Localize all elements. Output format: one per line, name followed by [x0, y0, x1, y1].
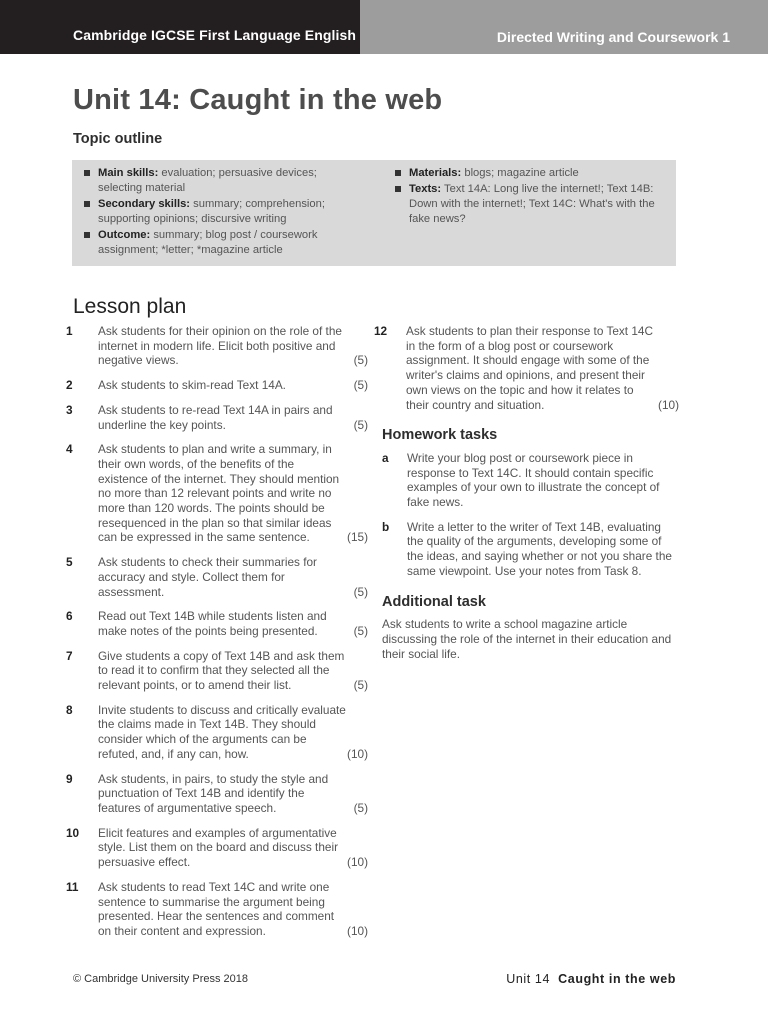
outline-label: Texts: — [409, 183, 442, 195]
step-text: Read out Text 14B while students listen and make notes of the points being presented. — [98, 609, 327, 638]
book-title: Cambridge IGCSE First Language English — [73, 27, 357, 43]
header-right-bar — [360, 0, 768, 54]
homework-item — [374, 451, 679, 510]
outline-text: blogs; magazine article — [461, 167, 579, 179]
step-text: Ask students to plan their response to Text 14C in the form of a blog post or coursework assignment. It should engage with some of the writer's claims and opinions, and present their own views on the topic and how it relates to their country and situation. — [406, 324, 654, 412]
section-title: Directed Writing and Coursework 1 — [496, 29, 730, 45]
lesson-step — [374, 324, 679, 412]
bullet-square-icon — [84, 201, 90, 207]
lesson-step — [66, 378, 368, 393]
lesson-plan-left-column — [66, 324, 368, 949]
step-number: 12 — [374, 324, 388, 338]
lesson-plan-heading: Lesson plan — [73, 295, 187, 318]
lesson-step — [66, 442, 368, 545]
footer-unit-title: Caught in the web — [558, 972, 676, 986]
page-title: Unit 14: Caught in the web — [73, 84, 443, 116]
step-text: Elicit features and examples of argumentative style. List them on the board and discuss their persuasive effect. — [98, 825, 338, 870]
bullet-square-icon — [395, 186, 401, 192]
lesson-step — [66, 703, 368, 762]
step-mark: (10) — [347, 746, 368, 761]
step-text: Ask students to skim-read Text 14A. — [98, 378, 286, 393]
step-mark: (5) — [353, 800, 368, 815]
step-mark: (5) — [353, 378, 368, 393]
step-mark: (5) — [353, 417, 368, 432]
copyright: © Cambridge University Press 2018 — [73, 973, 249, 985]
step-text: Ask students to re-read Text 14A in pairs and underline the key points. — [98, 402, 333, 432]
outline-text: summary; comprehension; supporting opinions; discursive writing — [98, 198, 325, 225]
lesson-step — [66, 324, 368, 368]
outline-label: Main skills: — [98, 167, 159, 179]
homework-text: Write a letter to the writer of Text 14B, evaluating the quality of the arguments, developing some of the ideas, and saying whether or not you share the same viewpoint. Use your notes from Task 8. — [407, 519, 672, 578]
step-mark: (5) — [353, 678, 368, 693]
lesson-plan-right-column — [374, 324, 679, 661]
lesson-step — [66, 826, 368, 870]
bullet-square-icon — [395, 170, 401, 176]
step-text: Ask students to check their summaries for accuracy and style. Collect them for assessment. — [98, 555, 317, 599]
outline-item — [409, 182, 669, 227]
step-number: 10 — [66, 825, 80, 840]
homework-letter: b — [382, 519, 390, 534]
lesson-step — [66, 649, 368, 693]
step-mark: (5) — [353, 353, 368, 368]
bullet-square-icon — [84, 170, 90, 176]
outline-item — [98, 228, 334, 258]
step-mark: (15) — [347, 530, 368, 545]
step-number: 11 — [66, 879, 79, 894]
lesson-step — [66, 403, 368, 432]
outline-item — [98, 166, 334, 196]
step-text: Ask students to plan and write a summary, in their own words, of the benefits of the existence of the internet. They should mention no more than 12 relevant points and write no more than 120 words. The points should be resequenced in the plan so that similar ideas can be expressed in the same sentence. — [98, 442, 340, 545]
step-number: 8 — [66, 702, 73, 717]
outline-item — [98, 197, 334, 227]
additional-task-heading: Additional task — [382, 593, 486, 610]
step-text: Ask students to read Text 14C and write one sentence to summarise the argument being presented. Hear the sentences and comment on their content and expression. — [98, 879, 335, 938]
outline-text: evaluation; persuasive devices; selecting material — [98, 167, 317, 194]
outline-label: Secondary skills: — [98, 198, 191, 210]
footer-unit — [506, 972, 676, 986]
topic-outline-left — [98, 166, 334, 259]
step-mark: (10) — [658, 397, 679, 412]
outline-text: summary; blog post / coursework assignment; *letter; *magazine article — [98, 229, 318, 256]
step-text: Ask students, in pairs, to study the style and punctuation of Text 14B and identify the features of argumentative speech. — [98, 771, 329, 815]
footer-unit-number: Unit 14 — [506, 972, 550, 986]
topic-outline-heading: Topic outline — [73, 131, 163, 147]
step-number: 4 — [66, 442, 73, 457]
step-number: 7 — [66, 648, 73, 663]
step-number: 9 — [66, 771, 73, 786]
homework-letter: a — [382, 450, 389, 465]
outline-label: Materials: — [409, 167, 462, 179]
homework-item — [374, 520, 679, 579]
lesson-step — [66, 555, 368, 599]
step-mark: (10) — [347, 855, 368, 870]
outline-label: Outcome: — [98, 229, 151, 241]
step-text: Invite students to discuss and critically evaluate the claims made in Text 14B. They should consider which of the arguments can be refuted, and, if any can, how. — [98, 702, 346, 761]
step-number: 3 — [66, 402, 73, 417]
step-mark: (5) — [353, 584, 368, 599]
step-number: 2 — [66, 378, 73, 393]
homework-heading: Homework tasks — [382, 427, 498, 444]
step-number: 6 — [66, 609, 73, 624]
lesson-step — [66, 772, 368, 816]
step-mark: (5) — [353, 623, 368, 638]
additional-task-text: Ask students to write a school magazine article discussing the role of the internet in their education and their social life. — [382, 617, 672, 661]
step-mark: (10) — [347, 923, 368, 938]
lesson-step — [66, 609, 368, 638]
bullet-square-icon — [84, 232, 90, 238]
homework-text: Write your blog post or coursework piece in response to Text 14C. It should contain specific examples of your own to illustrate the concept of fake news. — [407, 450, 660, 510]
step-text: Give students a copy of Text 14B and ask them to read it to confirm that they selected all the relevant points, or to amend their list. — [98, 648, 345, 693]
step-number: 5 — [66, 555, 73, 570]
outline-text: Text 14A: Long live the internet!; Text 14B: Down with the internet!; Text 14C: What's with the fake news? — [409, 183, 655, 225]
step-text: Ask students for their opinion on the role of the internet in modern life. Elicit both positive and negative views. — [98, 324, 342, 368]
outline-item — [409, 166, 669, 181]
header-left-bar — [0, 0, 360, 54]
lesson-step — [66, 880, 368, 939]
topic-outline-right — [409, 166, 669, 228]
topic-outline-box — [72, 160, 676, 266]
step-number: 1 — [66, 324, 73, 338]
